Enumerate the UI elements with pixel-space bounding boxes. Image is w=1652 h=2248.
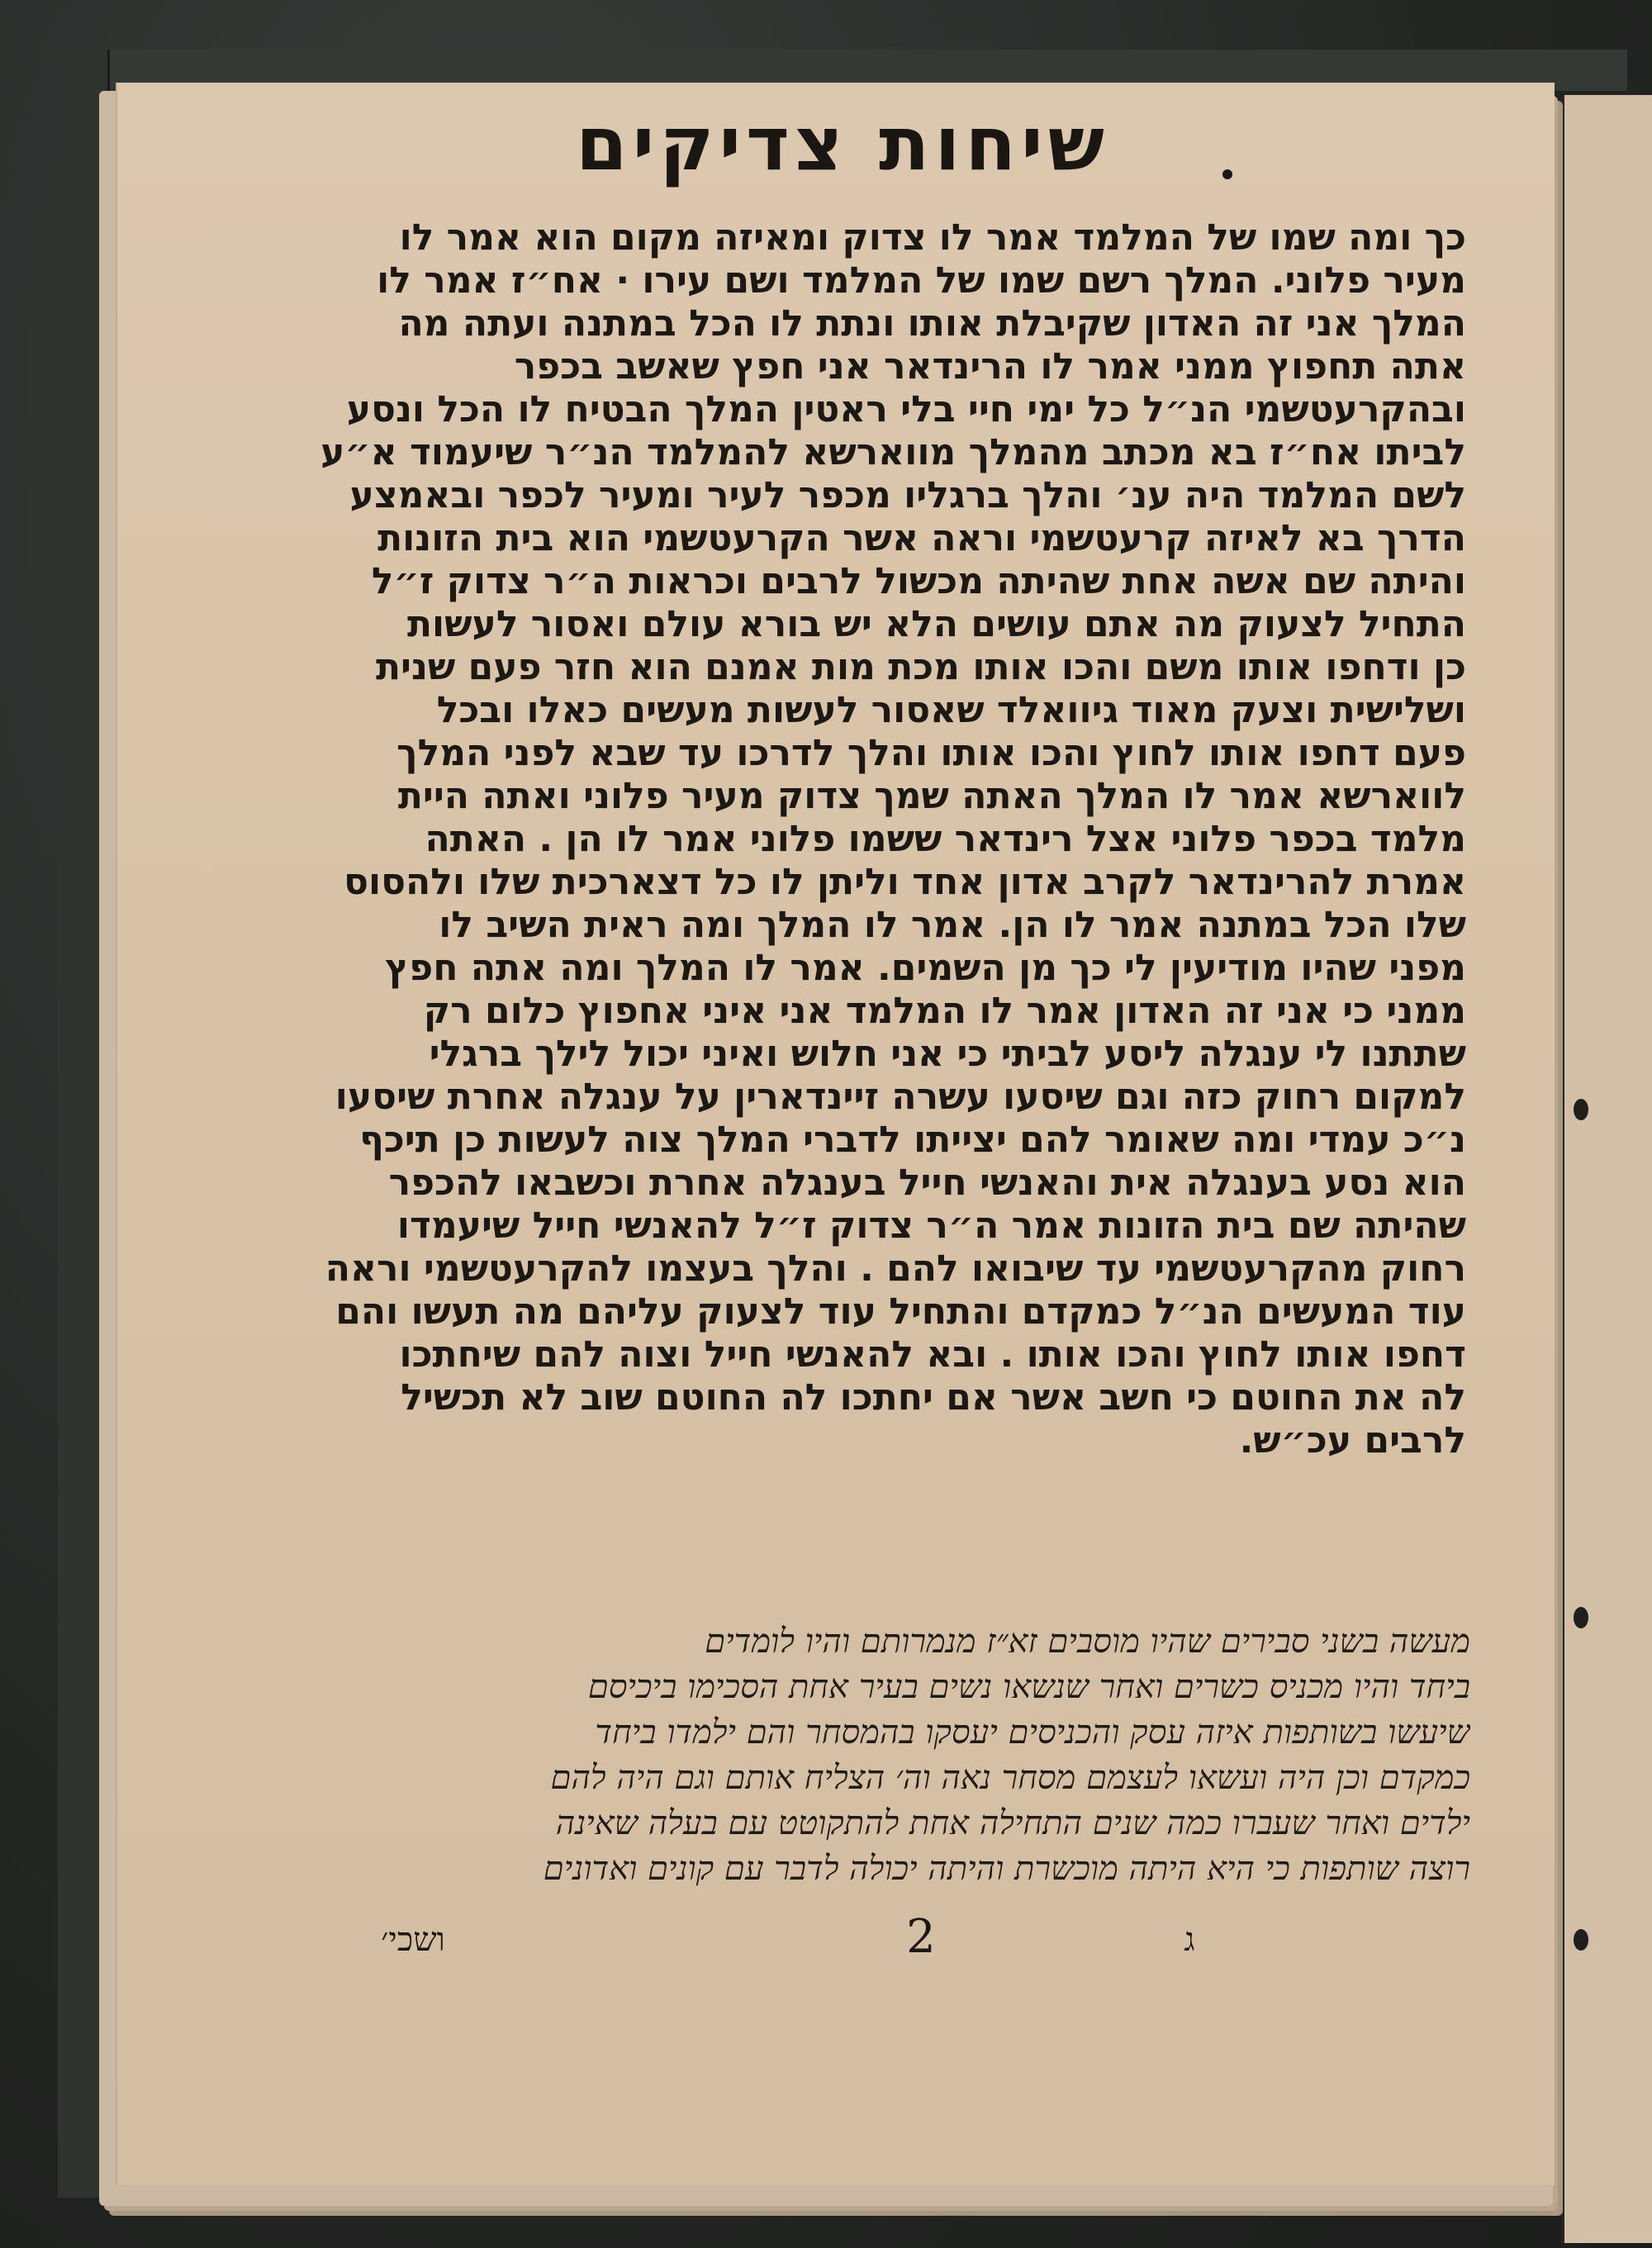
text-line: מעיר פלוני. המלך רשם שמו של המלמד ושם עירו · אח״ז אמר לו: [377, 259, 1466, 302]
text-line: לווארשא אמר לו המלך האתה שמך צדוק מעיר פלוני ואתה היית: [397, 775, 1466, 817]
text-line: כך ומה שמו של המלמד אמר לו צדוק ומאיזה מקום הוא אמר לו: [399, 216, 1466, 259]
text-line: דחפו אותו לחוץ והכו אותו . ובא להאנשי חייל וצוה להם שיחתכו: [399, 1333, 1466, 1376]
page-number: 2: [906, 1910, 936, 1964]
text-line: כמקדם וכן היה ועשאו לעצמם מסחר נאה וה׳ הצליח אותם וגם היה להם: [550, 1759, 1470, 1797]
text-line: עוד המעשים הנ״ל כמקדם והתחיל עוד לצעוק עליהם מה תעשו והם: [335, 1290, 1466, 1333]
text-line: למקום רחוק כזה וגם שיסעו עשרה זיינדארין על ענגלה אחרת שיסעו: [335, 1076, 1466, 1118]
running-head: שיחות צדיקים: [576, 101, 1109, 188]
text-line: אמרת להרינדאר לקרב אדון אחד וליתן לו כל דצארכית שלו ולהסוס: [344, 861, 1466, 903]
catchword: ושכי׳: [381, 1921, 445, 1959]
text-line: כן ודחפו אותו משם והכו אותו מכת מות אמנם הוא חזר פעם שנית: [375, 646, 1466, 688]
text-line: והיתה שם אשה אחת שהיתה מכשול לרבים וכראות ה״ר צדוק ז״ל: [371, 560, 1466, 602]
text-line: מלמד בכפר פלוני אצל רינדאר ששמו פלוני אמר לו הן . האתה: [425, 818, 1466, 860]
text-line: ביחד והיו מכניס כשרים ואחר שנשאו נשים בעיר אחת הסכימו ביכיסם: [587, 1668, 1470, 1706]
text-line: ובהקרעטשמי הנ״ל כל ימי חיי בלי ראטין המלך הבטיח לו הכל ונסע: [346, 388, 1466, 430]
signature-mark: ג: [1184, 1921, 1195, 1959]
ornament-dot: [1222, 169, 1232, 179]
text-line: שהיתה שם בית הזונות אמר ה״ר צדוק ז״ל להאנשי חייל שיעמדו: [396, 1205, 1466, 1247]
text-line: הדרך בא לאיזה קרעטשמי וראה אשר הקרעטשמי הוא בית הזונות: [377, 517, 1466, 559]
main-text-block: [310, 216, 1466, 1621]
text-line: נ״כ עמדי ומה שאומר להם יצייתו לדברי המלך צוה לעשות כן תיכף: [359, 1119, 1466, 1161]
text-line: ושלישית וצעק מאוד גיוואלד שאסור לעשות מעשים כאלו ובכל: [436, 689, 1466, 731]
text-line: שתתנו לי ענגלה ליסע לביתי כי אני חלוש ואיני יכול לילך ברגלי: [429, 1033, 1466, 1075]
text-line: מפני שהיו מודיעין לי כך מן השמים. אמר לו המלך ומה אתה חפץ: [385, 947, 1466, 989]
text-line: רחוק מהקרעטשמי עד שיבואו להם . והלך בעצמו להקרעטשמי וראה: [325, 1248, 1466, 1290]
text-line: התחיל לצעוק מה אתם עושים הלא יש בורא עולם ואסור לעשות: [407, 603, 1466, 645]
text-line: פעם דחפו אותו לחוץ והכו אותו והלך לדרכו עד שבא לפני המלך: [396, 732, 1466, 774]
text-line: ילדים ואחר שעברו כמה שנים התחילה אחת להתקוטט עם בעלה שאינה: [555, 1804, 1470, 1842]
facing-page-edge: [1561, 95, 1652, 2243]
text-line: מעשה בשני סבירים שהיו מוסבים זא״ז מנמרותם והיו לומדים: [705, 1623, 1470, 1661]
text-line: רוצה שותפות כי היא היתה מוכשרת והיתה יכולה לדבר עם קונים ואדונים: [543, 1850, 1470, 1888]
text-line: אתה תחפוץ ממני אמר לו הרינדאר אני חפץ שאשב בכפר: [514, 345, 1466, 387]
binding-hole: [1574, 1929, 1588, 1951]
text-line: לביתו אח״ז בא מכתב מהמלך מווארשא להמלמד הנ״ר שיעמוד א״ע: [320, 431, 1466, 473]
text-line: לשם המלמד היה ענ׳ והלך ברגליו מכפר לעיר ומעיר לכפר ובאמצע: [349, 474, 1466, 516]
text-line: שיעשו בשותפות איזה עסק והכניסים יעסקו בהמסחר והם ילמדו ביחד: [595, 1713, 1470, 1751]
text-line: לרבים עכ״ש.: [1239, 1419, 1466, 1461]
text-line: המלך אני זה האדון שקיבלת אותו ונתת לו הכל במתנה ועתה מה: [398, 302, 1466, 345]
binding-hole: [1574, 1099, 1588, 1120]
text-line: לה את החוטם כי חשב אשר אם יחתכו לה החוטם שוב לא תכשיל: [401, 1376, 1466, 1419]
second-story-block: [297, 1619, 1470, 1941]
text-line: שלו הכל במתנה אמר לו הן. אמר לו המלך ומה ראית השיב לו: [439, 904, 1466, 946]
binding-hole: [1574, 1607, 1588, 1628]
text-line: הוא נסע בענגלה אית והאנשי חייל בענגלה אחרת וכשבאו להכפר: [388, 1162, 1466, 1204]
text-line: ממני כי אני זה האדון אמר לו המלמד אני איני אחפוץ כלום רק: [423, 990, 1466, 1032]
